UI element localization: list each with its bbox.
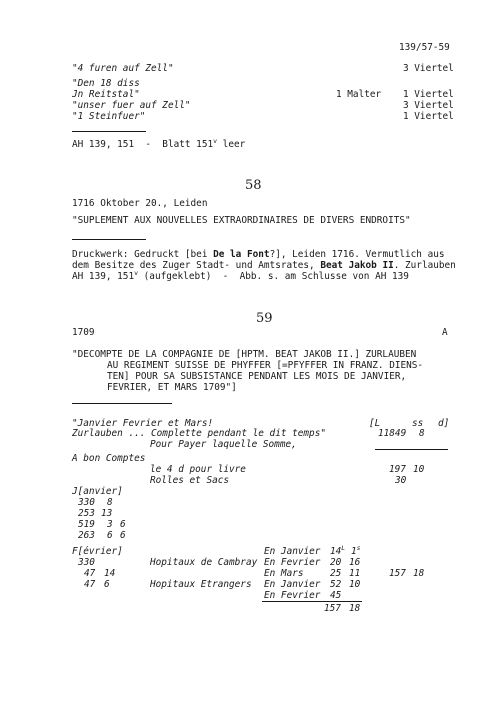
amount-livres: 52 [330,579,342,590]
amount-livres: 20 [330,557,342,568]
amount-sols: 1$^s$ [351,543,361,557]
account-line: Rolles et Sacs [150,475,230,486]
table-cell: 6 [120,530,126,541]
entry-text: "1 Steinfuer" [72,111,146,122]
table-cell: 47 [84,568,96,579]
hospital-label: Hopitaux de Cambray [150,557,258,568]
amount-livres: 197 [389,464,406,475]
table-cell: 47 [84,579,96,590]
archive-note-line: AH 139, 151$^v$ (aufgeklebt) - Abb. s. am Schlusse von AH 139 [72,268,409,282]
account-line: le 4 d pour livre [150,464,246,475]
hospital-label: Hopitaux Etrangers [150,579,252,590]
footnote-rule [72,239,146,240]
table-cell: 13 [101,508,113,519]
archive-note: AH 139, 151 - Blatt 151$^v$ leer [72,136,246,150]
document-title-line: FEVRIER, ET MARS 1709"] [107,382,237,393]
entry-text: "4 furen auf Zell" [72,63,174,74]
month-entry: En Janvier [264,546,321,557]
footnote-rule [72,131,146,132]
amount-livres: $14^L$ [330,543,346,557]
entry-text: "unser fuer auf Zell" [72,100,191,111]
amount-sols: 16 [349,557,361,568]
table-cell: 6 [120,519,126,530]
document-letter: A [442,327,448,338]
column-header-deniers: d] [438,418,450,429]
column-header-livres: [L [369,418,381,429]
table-cell: 8 [107,497,113,508]
archive-note-line: Druckwerk: Gedruckt [bei De la Font?], Leiden 1716. Vermutlich aus [72,249,445,260]
document-title: "SUPLEMENT AUX NOUVELLES EXTRAORDINAIRES DE DIVERS ENDROITS" [72,215,411,226]
entry-text: Jn Reitstal" [72,89,140,100]
account-line: "Janvier Fevrier et Mars! [72,418,214,429]
amount-livres: 30 [395,475,407,486]
document-date: 1716 Oktober 20., Leiden [72,198,208,209]
account-line: A bon Comptes [72,453,146,464]
table-cell: 330 [78,497,95,508]
table-cell: 253 [78,508,95,519]
sum-rule [262,601,362,602]
month-entry: En Janvier [264,579,321,590]
table-cell: 263 [78,530,95,541]
document-title-line: "DECOMPTE DE LA COMPAGNIE DE [HPTM. BEAT JAKOB II.] ZURLAUBEN [72,349,417,360]
amount-livres: 25 [330,568,342,579]
amount-sols: 8 [419,428,425,439]
table-cell: 14 [104,568,116,579]
amount-sols: 11 [349,568,361,579]
entry-quantity: 3 Viertel [403,63,454,74]
document-title-line: TEN] POUR SA SUBSISTANCE PENDANT LES MOIS DE JANVIER, [107,371,407,382]
sum-rule [375,449,448,450]
page-reference: 139/57-59 [399,42,450,53]
amount-sols: 10 [413,464,425,475]
table-cell: 6 [107,530,113,541]
table-cell: 519 [78,519,95,530]
month-label: F[évrier] [72,546,123,557]
archive-note-line: dem Besitze des Zuger Stadt- und Amtsrates, Beat Jakob II. Zurlauben [72,260,456,271]
month-label: J[anvier] [72,486,123,497]
account-line: Pour Payer laquelle Somme, [150,439,297,450]
month-entry: En Mars [264,568,304,579]
amount-livres: 45 [330,590,342,601]
month-entry: En Fevrier [264,590,321,601]
total-sols: 18 [413,568,425,579]
entry-quantity: 1 Viertel [403,111,454,122]
table-cell: 6 [104,579,110,590]
amount-livres: 11849 [378,428,407,439]
table-cell: 330 [78,557,95,568]
entry-text: "Den 18 diss [72,78,140,89]
account-rule [72,403,172,404]
total-livres: 157 [389,568,406,579]
account-line: Zurlauben ... Complette pendant le dit temps" [72,428,326,439]
month-entry: En Fevrier [264,557,321,568]
document-title-line: AU REGIMENT SUISSE DE PHYFFER [=PFYFFER IN FRANZ. DIENS- [107,360,424,371]
table-cell: 3 [107,519,113,530]
entry-quantity: 1 Viertel [403,89,454,100]
column-header-sols: ss [412,418,424,429]
entry-malter: 1 Malter [336,89,382,100]
document-number: 59 [256,311,273,326]
sum-livres: 157 [324,603,341,614]
document-number: 58 [245,178,262,193]
sum-sols: 18 [349,603,361,614]
entry-quantity: 3 Viertel [403,100,454,111]
document-year: 1709 [72,327,95,338]
amount-sols: 10 [349,579,361,590]
